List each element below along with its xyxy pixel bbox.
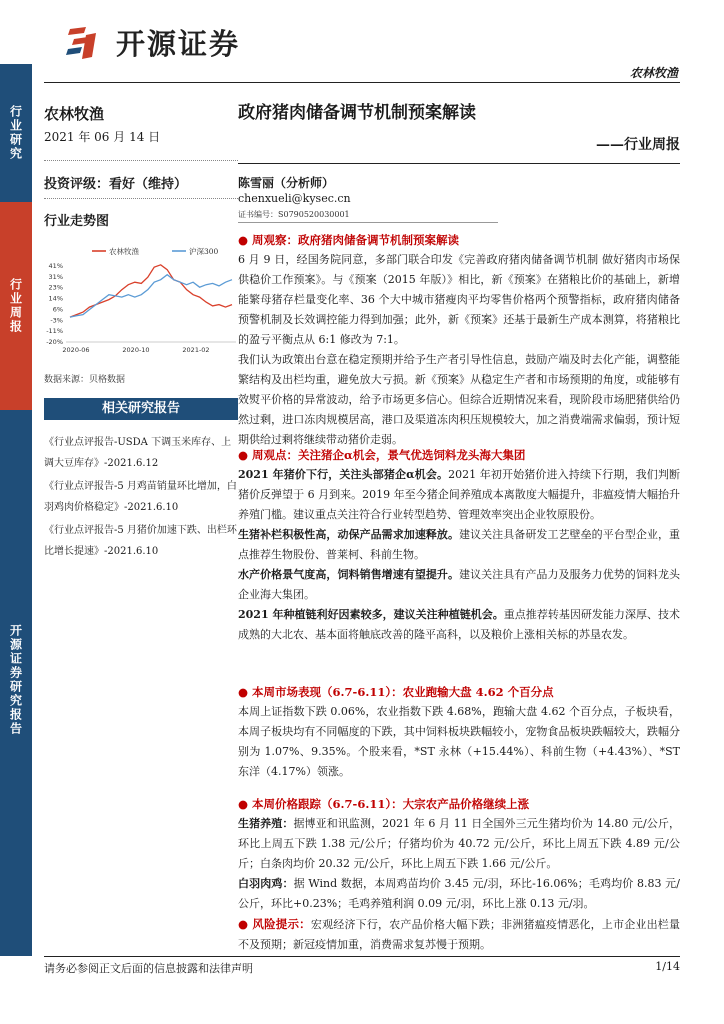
bullet-icon: ● — [238, 917, 253, 931]
section-heading: ● 周观点：关注猪企α机会，景气优选饲料龙头海大集团 — [238, 448, 526, 462]
analyst-email[interactable]: chenxueli@kysec.cn — [238, 192, 351, 205]
analyst-rule — [238, 222, 498, 223]
y-tick-label: 14% — [48, 294, 63, 303]
brand-name: 开源证券 — [116, 27, 241, 61]
y-tick-label: 41% — [48, 262, 63, 270]
divider — [44, 198, 238, 199]
y-tick-label: -3% — [50, 316, 63, 325]
sector-name: 农林牧渔 — [44, 105, 105, 123]
footer-disclaimer: 请务必参阅正文后面的信息披露和法律声明 — [44, 962, 253, 975]
paragraph: 生猪养殖：据博亚和讯监测，2021 年 6 月 11 日全国外三元生猪均价为 14.80 元/公斤，环比上周五下跌 1.38 元/公斤；仔猪均价为 40.72 元/公斤，环比上周五下跌 4.89 元/公斤；白条肉均价 20.32 元/公斤，环比上周五下跌 1.66 元/公斤。 — [238, 817, 680, 870]
analyst-name: 陈雪丽（分析师） — [238, 176, 335, 190]
brand-logo — [66, 22, 240, 63]
paragraph: 我们认为政策出台意在稳定预期并给予生产者引导性信息，鼓励产端及时去化产能，调整能繁结构及出栏均重，避免放大亏损。新《预案》从稳定生产者和市场预期的角度，或能够有效熨平价格的异常波动，给予市场更多信心。但综合近期情况来看，现阶段市场肥猪供给仍然过剩，进口冻肉规模居高，港口及渠道冻肉积压规模较大，加之消费端需求偏弱，预计短期供给过剩将继续带动猪价走弱。 — [238, 353, 680, 446]
chart-source: 数据来源：贝格数据 — [44, 375, 126, 385]
side-band-middle — [0, 202, 32, 410]
side-band-top — [0, 64, 32, 202]
divider — [44, 160, 238, 161]
report-title: 政府猪肉储备调节机制预案解读 — [238, 103, 476, 123]
investment-rating: 投资评级：看好（维持） — [44, 177, 188, 192]
y-tick-label: 31% — [48, 272, 63, 281]
bullet-icon: ● — [238, 448, 253, 462]
section-risk-warning — [238, 914, 680, 955]
side-band-middle-label: 行业周报 — [8, 278, 23, 334]
paragraph: 宏观经济下行，农产品价格大幅下跌；非洲猪瘟疫情恶化，上市企业出栏量不及预期；新冠疫情加重，消费需求复苏慢于预期。 — [238, 918, 681, 951]
title-rule — [238, 163, 680, 164]
bullet-icon: ● — [238, 685, 253, 699]
section-heading: ● 风险提示： — [238, 917, 311, 931]
paragraph: 白羽肉鸡：据 Wind 数据，本周鸡苗均价 3.45 元/羽，环比-16.06%；毛鸡均价 8.83 元/公斤，环比+0.23%；毛鸡养殖利润 0.09 元/羽，环比上涨 0.13 元/羽。 — [238, 877, 680, 910]
page-number: 1/14 — [655, 960, 680, 973]
paragraph: 6 月 9 日，经国务院同意，多部门联合印发《完善政府猪肉储备调节机制 做好猪肉市场保供稳价工作预案》。与《预案（2015 年版）》相比，新《预案》在猪粮比价的基础上，新增能繁母猪存栏量变化率、36 个大中城市猪瘦肉平均零售价格两个预警指标，政府猪肉储备预警机制及长效调控能力得到加强；此外，新《预案》还基于最新生产成本测算，将猪粮比的盈亏平衡点从 6:1 修改为 7:1。 — [238, 253, 680, 346]
analyst-cert: 证书编号：S0790520030001 — [238, 210, 350, 219]
legend-label: 沪深300 — [189, 247, 219, 256]
x-tick-label: 2020-06 — [62, 346, 90, 354]
x-tick-label: 2021-02 — [182, 346, 210, 354]
series-line — [70, 265, 232, 317]
paragraph: 本周上证指数下跌 0.06%，农业指数下跌 4.68%，跑输大盘 4.62 个百分点，子板块看，本周子板块均有不同幅度的下跌，其中饲料板块跌幅较小，宠物食品板块跌幅较大，跌幅分别为 1.07%、9.35%。个股来看，*ST 永林（+15.44%）、科前生物（+4.43%）、*ST 东洋（4.17%）领涨。 — [238, 705, 680, 778]
trend-chart-title: 行业走势图 — [44, 214, 110, 229]
brand-logo-icon — [66, 23, 106, 63]
series-line — [70, 275, 232, 317]
bullet-icon: ● — [238, 233, 253, 247]
section-price-tracking — [238, 794, 680, 914]
footer-rule — [44, 956, 680, 957]
related-report-link[interactable]: 《行业点评报告-5 月鸡苗销量环比增加，白羽鸡肉价格稳定》-2021.6.10 — [44, 481, 237, 513]
header-rule — [44, 82, 680, 83]
y-tick-label: -20% — [46, 338, 63, 346]
related-report-link[interactable]: 《行业点评报告-5 月猪价加速下跌、出栏环比增长提速》-2021.6.10 — [44, 525, 237, 557]
section-weekly-view — [238, 445, 680, 645]
y-tick-label: 6% — [52, 305, 63, 314]
section-heading: ● 周观察：政府猪肉储备调节机制预案解读 — [238, 233, 460, 247]
section-heading: ● 本周市场表现（6.7-6.11）：农业跑输大盘 4.62 个百分点 — [238, 685, 554, 699]
related-reports-list — [44, 432, 240, 564]
report-date: 2021 年 06 月 14 日 — [44, 130, 161, 144]
y-tick-label: -11% — [46, 327, 63, 336]
report-subtitle: ——行业周报 — [596, 137, 680, 153]
legend-label: 农林牧渔 — [109, 247, 139, 256]
related-report-link[interactable]: 《行业点评报告-USDA 下调玉米库存、上调大豆库存》-2021.6.12 — [44, 437, 232, 469]
y-tick-label: 23% — [48, 283, 63, 292]
paragraph: 2021 年猪价下行，关注头部猪企α机会。2021 年初开始猪价进入持续下行期，我们判断猪价反弹望于 6 月到来。2019 年至今猪企间养殖成本离散度大幅提升，非瘟疫情大幅抬升养殖门槛。建议重点关注符合行业转型趋势、管理效率突出企业牧原股份。 — [238, 468, 680, 521]
section-heading: ● 本周价格跟踪（6.7-6.11）：大宗农产品价格继续上涨 — [238, 797, 530, 811]
side-band-bottom-label: 开源证券研究报告 — [8, 624, 23, 736]
trend-chart — [40, 242, 240, 366]
x-tick-label: 2020-10 — [122, 346, 150, 354]
paragraph: 水产价格景气度高，饲料销售增速有望提升。建议关注具有产品力及服务力优势的饲料龙头企业海大集团。 — [238, 568, 681, 601]
section-weekly-observation — [238, 230, 680, 450]
side-band-top-label: 行业研究 — [8, 105, 23, 161]
paragraph: 2021 年种植链利好因素较多，建议关注种植链机会。重点推荐转基因研发能力深厚、技术成熟的大北农、基本面将触底改善的隆平高科，以及粮价上涨相关标的苏垦农发。 — [238, 608, 681, 641]
paragraph: 生猪补栏积极性高，动保产品需求加速释放。建议关注具备研发工艺壁垒的平台型企业，重点推荐生物股份、普莱柯、科前生物。 — [238, 528, 681, 561]
bullet-icon: ● — [238, 797, 253, 811]
related-reports-header: 相关研究报告 — [44, 398, 238, 420]
side-band-bottom — [0, 410, 32, 956]
header-category: 农林牧渔 — [629, 66, 678, 80]
section-market-performance — [238, 682, 680, 782]
